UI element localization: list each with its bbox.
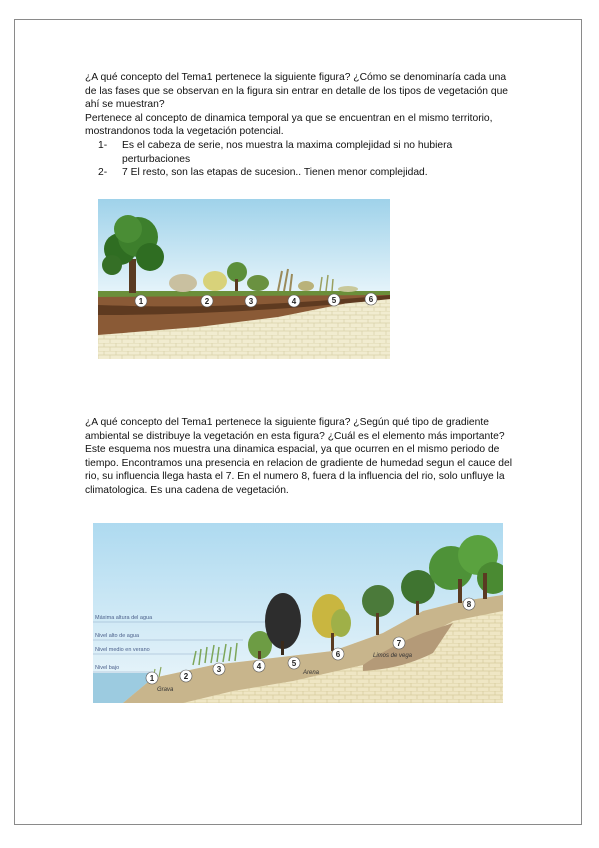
list-text: Es el cabeza de serie, nos muestra la maxima complejidad si no hubiera perturbaciones: [122, 139, 453, 165]
zone-number: 2: [183, 672, 189, 681]
section1-answer: Pertenece al concepto de dinamica temporal ya que se encuentran en el mismo territorio, mostrandonos toda la vegetación potencial.: [85, 112, 493, 138]
stage-number: 2: [204, 297, 210, 306]
label-sand: Arena: [303, 670, 320, 676]
stage-number: 1: [138, 297, 144, 306]
river-gradient-figure: [93, 523, 503, 703]
zone-number: 1: [149, 674, 155, 683]
section2-text: [85, 416, 515, 498]
stage-number: 6: [368, 295, 374, 304]
section1-text: [85, 71, 515, 180]
zone-number: 3: [216, 665, 222, 674]
label-mid-water: Nivel medio en verano: [95, 647, 150, 653]
label-high-water: Nivel alto de agua: [95, 633, 140, 639]
section2-question: ¿A qué concepto del Tema1 pertenece la siguiente figura? ¿Según qué tipo de gradiente ambiental se distribuye la vegetación en esta figura? ¿Cuál es el elemento más importante?: [85, 417, 505, 442]
zone-number: 8: [466, 600, 472, 609]
section1-question: ¿A qué concepto del Tema1 pertenece la siguiente figura? ¿Cómo se denominaría cada una de las fases que se observan en la figura sin entrar en detalle de los tipos de vegetación que ahí se muestran?: [85, 72, 509, 111]
label-max-water: Máxima altura del agua: [95, 615, 153, 621]
section2-answer: Este esquema nos muestra una dinamica espacial, ya que ocurren en el mismo periodo de tiempo. Encontramos una presencia en relacion de gradiente de humedad segun el cauce del rio, su influencia llega hasta el 7. En el numero 8, fuera d la influencia del rio, solo unfluye la climatologica. Es una cadena de vegetación.: [85, 444, 513, 496]
stage-number: 5: [331, 296, 337, 305]
label-silt: Limos de vega: [373, 653, 413, 659]
section1-list: [85, 139, 515, 180]
zone-number: 7: [396, 639, 402, 648]
list-number: 2-: [98, 167, 108, 179]
zone-number: 4: [256, 662, 262, 671]
succession-figure: [98, 199, 390, 359]
stage-number: 3: [248, 297, 254, 306]
list-text: 7 El resto, son las etapas de sucesion.. Tienen menor complejidad.: [122, 167, 428, 179]
list-item: [85, 139, 515, 166]
label-low-water: Nivel bajo: [95, 665, 120, 671]
label-gravel: Grava: [157, 687, 174, 693]
list-item: [85, 166, 515, 180]
zone-number: 5: [291, 659, 297, 668]
stage-number: 4: [291, 297, 297, 306]
zone-number: 6: [335, 650, 341, 659]
list-number: 1-: [98, 139, 108, 151]
